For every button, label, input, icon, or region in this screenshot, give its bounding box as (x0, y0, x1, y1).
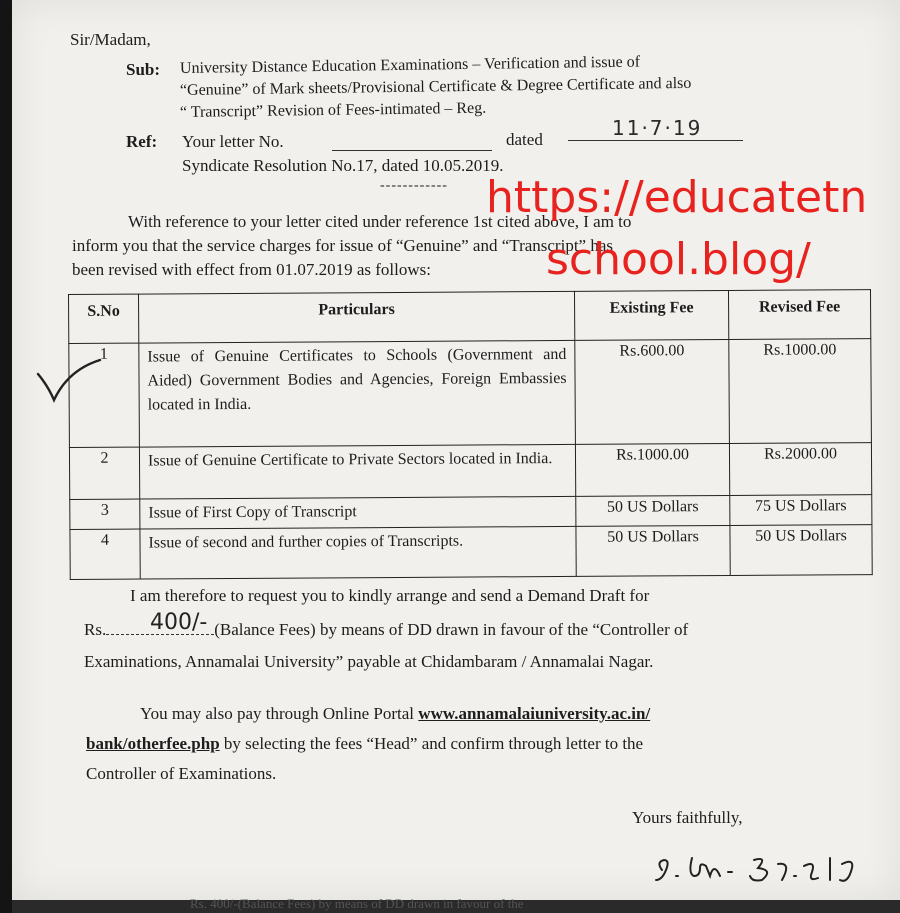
reference-dated-label: dated (506, 130, 543, 149)
paragraph-3-line-3: Controller of Examinations. (86, 764, 277, 783)
row-particulars: Issue of Genuine Certificate to Private Sectors located in India. (139, 444, 575, 499)
reference-label: Ref: (126, 132, 158, 151)
subject-line-3: “ Transcript” Revision of Fees-intimated – Reg. (179, 99, 487, 121)
paragraph-2-line-2-rest: (Balance Fees) by means of DD drawn in favour of the “Controller of (214, 620, 689, 639)
salutation: Sir/Madam, (70, 30, 151, 49)
table-header-row (69, 290, 871, 344)
faded-bottom-text: Rs. 400/-(Balance Fees) by means of DD drawn in favour of the (190, 896, 524, 911)
paragraph-2-line-1: I am therefore to request you to kindly arrange and send a Demand Draft for (130, 586, 650, 605)
row-particulars: Issue of Genuine Certificates to Schools (Government and Aided) Government Bodies and Agencies, Foreign Embassies located in India. (139, 340, 576, 447)
paragraph-3-line-2-rest: by selecting the fees “Head” and confirm through letter to the (223, 734, 644, 753)
table-row (70, 525, 872, 580)
row-sno: 3 (70, 499, 140, 529)
subject-line-1: University Distance Education Examinations – Verification and issue of (179, 53, 641, 77)
paragraph-3-prefix: You may also pay through Online Portal (140, 704, 415, 723)
watermark-line-2: school.blog/ (546, 234, 811, 285)
row-sno: 1 (69, 343, 140, 447)
row-revised-fee: 75 US Dollars (730, 495, 872, 526)
row-existing-fee: Rs.600.00 (575, 339, 730, 444)
handwritten-signature-icon (654, 850, 874, 890)
paragraph-1-line-2: inform you that the service charges for issue of “Genuine” and “Transcript” has (72, 236, 613, 255)
row-existing-fee: Rs.1000.00 (575, 443, 729, 496)
row-sno: 4 (70, 529, 140, 579)
header-existing-fee: Existing Fee (574, 290, 728, 340)
header-revised-fee: Revised Fee (728, 290, 870, 340)
header-particulars: Particulars (139, 291, 575, 343)
row-existing-fee: 50 US Dollars (576, 495, 730, 526)
handwritten-checkmark-icon (34, 356, 104, 406)
subject-line-2: “Genuine” of Mark sheets/Provisional Certificate & Degree Certificate and also (179, 74, 692, 99)
paragraph-1-line-1: With reference to your letter cited under reference 1st cited above, I am to (128, 212, 632, 231)
row-particulars: Issue of second and further copies of Transcripts. (140, 526, 576, 579)
row-sno: 2 (69, 447, 139, 499)
reference-line-2: Syndicate Resolution No.17, dated 10.05.2019. (182, 156, 504, 175)
handwritten-amount: 400/- (150, 610, 208, 635)
letter-number-blank (332, 150, 492, 151)
row-existing-fee: 50 US Dollars (576, 525, 730, 576)
reference-line-1 (182, 132, 284, 152)
table-row (70, 495, 872, 530)
closing-yours-faithfully: Yours faithfully, (632, 808, 743, 827)
reference-letter-prefix: Your letter No. (182, 132, 284, 151)
paragraph-2-line-3: Examinations, Annamalai University” payable at Chidambaram / Annamalai Nagar. (84, 652, 654, 671)
row-revised-fee: Rs.1000.00 (729, 339, 872, 444)
paragraph-3-line-2 (86, 734, 643, 754)
paragraph-1-line-3: been revised with effect from 01.07.2019 as follows: (72, 260, 431, 279)
date-blank (568, 140, 743, 141)
portal-url-part-2[interactable]: bank/otherfee.php (86, 734, 220, 753)
rs-label: Rs. (84, 620, 107, 639)
row-revised-fee: 50 US Dollars (730, 525, 872, 576)
row-revised-fee: Rs.2000.00 (729, 443, 871, 496)
fee-revision-table (68, 289, 873, 580)
portal-url-part-1[interactable]: www.annamalaiuniversity.ac.in/ (418, 704, 651, 723)
watermark-line-1: https://educatetn (486, 172, 868, 223)
subject-label: Sub: (126, 60, 161, 79)
paragraph-3-line-1 (140, 704, 650, 724)
handwritten-date: 11·7·19 (612, 116, 703, 140)
table-row (69, 339, 872, 448)
table-row (69, 443, 871, 500)
header-sno: S.No (69, 294, 139, 343)
row-particulars: Issue of First Copy of Transcript (140, 496, 576, 529)
separator-dashes: ------------ (380, 178, 448, 193)
